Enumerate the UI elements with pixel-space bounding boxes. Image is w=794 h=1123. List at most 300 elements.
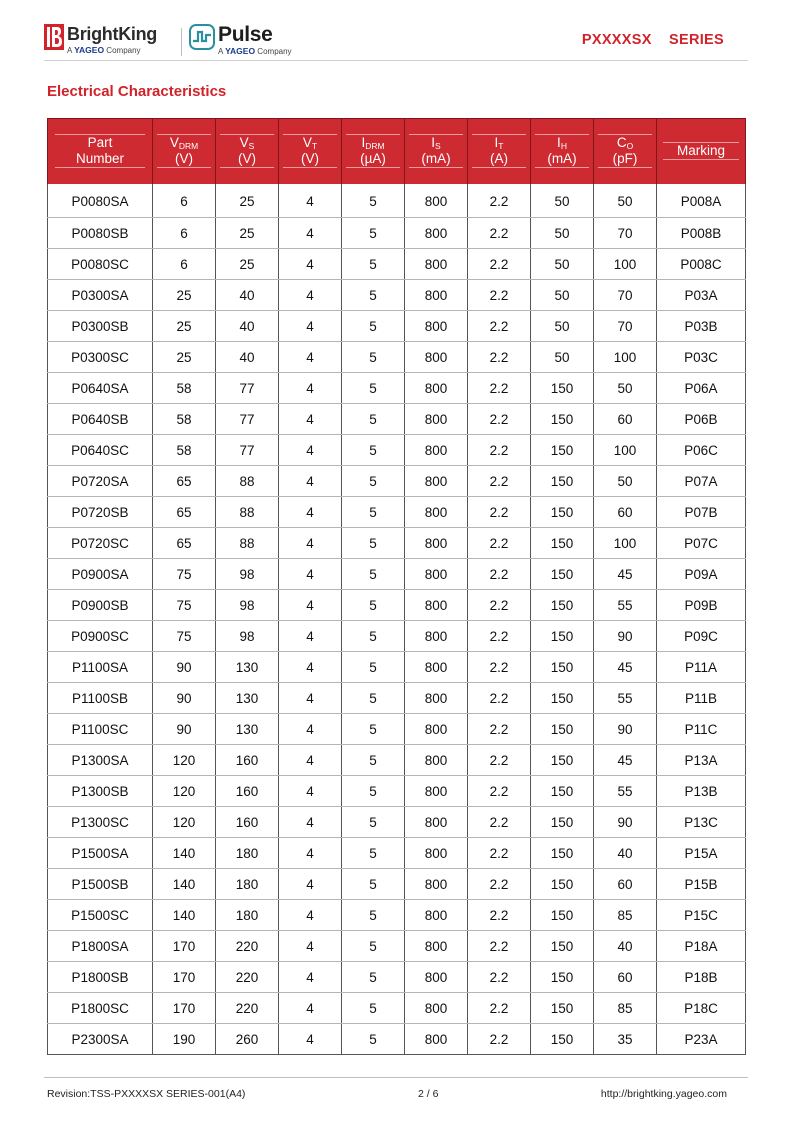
table-cell: 130 bbox=[216, 683, 279, 714]
table-cell: 6 bbox=[153, 218, 216, 249]
table-cell: 50 bbox=[594, 466, 657, 497]
table-cell: 5 bbox=[342, 404, 405, 435]
table-row bbox=[48, 342, 746, 373]
table-cell: 150 bbox=[531, 1024, 594, 1055]
section-title: Electrical Characteristics bbox=[47, 83, 227, 100]
table-cell: 2.2 bbox=[468, 280, 531, 311]
table-cell: 100 bbox=[594, 249, 657, 280]
table-cell: 160 bbox=[216, 776, 279, 807]
pulse-tagline: A YAGEO Company bbox=[218, 46, 292, 56]
table-cell: 800 bbox=[405, 745, 468, 776]
table-cell: 800 bbox=[405, 218, 468, 249]
table-row bbox=[48, 776, 746, 807]
table-cell: 98 bbox=[216, 621, 279, 652]
table-cell: 4 bbox=[279, 714, 342, 745]
table-cell: 4 bbox=[279, 435, 342, 466]
table-cell: 2.2 bbox=[468, 776, 531, 807]
header-divider bbox=[44, 60, 748, 61]
table-cell: 88 bbox=[216, 528, 279, 559]
table-cell: 4 bbox=[279, 184, 342, 218]
table-cell: 170 bbox=[153, 993, 216, 1024]
table-cell: 70 bbox=[594, 311, 657, 342]
table-cell: 2.2 bbox=[468, 807, 531, 838]
table-cell: 120 bbox=[153, 745, 216, 776]
table-cell: 170 bbox=[153, 962, 216, 993]
table-cell: 4 bbox=[279, 1024, 342, 1055]
table-row bbox=[48, 280, 746, 311]
table-cell: 35 bbox=[594, 1024, 657, 1055]
table-cell: 4 bbox=[279, 311, 342, 342]
table-cell: 800 bbox=[405, 807, 468, 838]
table-cell: 40 bbox=[216, 311, 279, 342]
table-cell: 2.2 bbox=[468, 218, 531, 249]
table-cell: 5 bbox=[342, 838, 405, 869]
table-cell: 4 bbox=[279, 962, 342, 993]
table-cell: 150 bbox=[531, 590, 594, 621]
table-cell: 150 bbox=[531, 745, 594, 776]
table-cell: 4 bbox=[279, 218, 342, 249]
table-cell: P09B bbox=[657, 590, 746, 621]
table-cell: 4 bbox=[279, 342, 342, 373]
table-cell: 75 bbox=[153, 559, 216, 590]
table-cell: 140 bbox=[153, 900, 216, 931]
table-cell: 150 bbox=[531, 931, 594, 962]
table-cell: 4 bbox=[279, 745, 342, 776]
column-header: $I_H$ (mA) bbox=[531, 119, 594, 184]
table-cell: 58 bbox=[153, 373, 216, 404]
table-cell: 220 bbox=[216, 931, 279, 962]
table-cell: 45 bbox=[594, 652, 657, 683]
table-cell: P07C bbox=[657, 528, 746, 559]
table-cell: 5 bbox=[342, 184, 405, 218]
table-row bbox=[48, 652, 746, 683]
column-header: Marking bbox=[657, 119, 746, 184]
table-cell: 2.2 bbox=[468, 652, 531, 683]
table-cell: P06C bbox=[657, 435, 746, 466]
table-cell: P09A bbox=[657, 559, 746, 590]
table-cell: 4 bbox=[279, 559, 342, 590]
page-number: 2 / 6 bbox=[418, 1088, 439, 1100]
table-cell: 5 bbox=[342, 652, 405, 683]
table-cell: 800 bbox=[405, 342, 468, 373]
website-link[interactable]: http://brightking.yageo.com bbox=[600, 1088, 727, 1100]
table-cell: 50 bbox=[531, 311, 594, 342]
brightking-logo bbox=[44, 24, 157, 58]
table-cell: 4 bbox=[279, 807, 342, 838]
table-cell: 50 bbox=[594, 184, 657, 218]
table-cell: P008C bbox=[657, 249, 746, 280]
table-cell: P0640SB bbox=[48, 404, 153, 435]
table-cell: 150 bbox=[531, 652, 594, 683]
table-cell: P13C bbox=[657, 807, 746, 838]
series-title: PXXXXSX SERIES bbox=[581, 32, 724, 48]
table-cell: 800 bbox=[405, 652, 468, 683]
table-cell: 800 bbox=[405, 559, 468, 590]
table-cell: 800 bbox=[405, 776, 468, 807]
table-cell: 40 bbox=[594, 838, 657, 869]
table-cell: 120 bbox=[153, 807, 216, 838]
table-cell: 70 bbox=[594, 280, 657, 311]
column-header: $I_S$ (mA) bbox=[405, 119, 468, 184]
table-cell: 6 bbox=[153, 249, 216, 280]
pulse-name: Pulse bbox=[218, 23, 273, 46]
table-cell: 120 bbox=[153, 776, 216, 807]
table-cell: P06A bbox=[657, 373, 746, 404]
table-cell: P07B bbox=[657, 497, 746, 528]
table-cell: 800 bbox=[405, 838, 468, 869]
table-cell: 150 bbox=[531, 528, 594, 559]
table-row bbox=[48, 404, 746, 435]
table-cell: 800 bbox=[405, 280, 468, 311]
table-cell: 50 bbox=[531, 342, 594, 373]
table-cell: 150 bbox=[531, 683, 594, 714]
table-cell: 800 bbox=[405, 435, 468, 466]
table-row bbox=[48, 590, 746, 621]
table-cell: 90 bbox=[594, 621, 657, 652]
table-cell: 800 bbox=[405, 962, 468, 993]
table-cell: 2.2 bbox=[468, 497, 531, 528]
table-cell: 5 bbox=[342, 280, 405, 311]
table-cell: 5 bbox=[342, 466, 405, 497]
table-cell: 25 bbox=[216, 184, 279, 218]
table-cell: P0080SB bbox=[48, 218, 153, 249]
table-cell: 100 bbox=[594, 528, 657, 559]
table-cell: 50 bbox=[531, 249, 594, 280]
table-cell: 90 bbox=[153, 652, 216, 683]
table-cell: 130 bbox=[216, 714, 279, 745]
table-cell: 800 bbox=[405, 931, 468, 962]
table-cell: 800 bbox=[405, 466, 468, 497]
table-cell: 25 bbox=[216, 218, 279, 249]
table-cell: P11C bbox=[657, 714, 746, 745]
table-cell: 160 bbox=[216, 807, 279, 838]
table-cell: 6 bbox=[153, 184, 216, 218]
table-row bbox=[48, 900, 746, 931]
table-cell: P1800SC bbox=[48, 993, 153, 1024]
table-cell: 70 bbox=[594, 218, 657, 249]
table-cell: 800 bbox=[405, 249, 468, 280]
table-cell: 2.2 bbox=[468, 993, 531, 1024]
table-cell: 2.2 bbox=[468, 311, 531, 342]
table-cell: 100 bbox=[594, 342, 657, 373]
table-cell: 5 bbox=[342, 528, 405, 559]
pulse-logo bbox=[189, 24, 292, 57]
table-cell: 85 bbox=[594, 993, 657, 1024]
table-cell: 5 bbox=[342, 683, 405, 714]
table-cell: P15B bbox=[657, 869, 746, 900]
table-row bbox=[48, 497, 746, 528]
table-cell: 4 bbox=[279, 838, 342, 869]
table-cell: 2.2 bbox=[468, 249, 531, 280]
footer-divider bbox=[44, 1077, 748, 1078]
table-cell: 90 bbox=[153, 714, 216, 745]
table-cell: 90 bbox=[594, 807, 657, 838]
table-cell: 150 bbox=[531, 838, 594, 869]
table-cell: P11A bbox=[657, 652, 746, 683]
table-row bbox=[48, 373, 746, 404]
table-cell: 4 bbox=[279, 776, 342, 807]
table-row bbox=[48, 311, 746, 342]
table-cell: P03A bbox=[657, 280, 746, 311]
table-row bbox=[48, 466, 746, 497]
table-cell: 2.2 bbox=[468, 900, 531, 931]
table-cell: 60 bbox=[594, 404, 657, 435]
table-cell: P1100SB bbox=[48, 683, 153, 714]
table-cell: 180 bbox=[216, 838, 279, 869]
table-row bbox=[48, 931, 746, 962]
table-cell: 2.2 bbox=[468, 404, 531, 435]
table-cell: 55 bbox=[594, 590, 657, 621]
table-cell: 4 bbox=[279, 931, 342, 962]
table-cell: 5 bbox=[342, 1024, 405, 1055]
table-cell: P18C bbox=[657, 993, 746, 1024]
table-cell: 5 bbox=[342, 745, 405, 776]
table-cell: 150 bbox=[531, 621, 594, 652]
table-cell: P1300SB bbox=[48, 776, 153, 807]
table-row bbox=[48, 714, 746, 745]
brightking-name: BrightKing bbox=[67, 24, 157, 44]
table-cell: 150 bbox=[531, 714, 594, 745]
table-cell: 4 bbox=[279, 683, 342, 714]
table-cell: 90 bbox=[594, 714, 657, 745]
table-cell: P0300SA bbox=[48, 280, 153, 311]
table-cell: 140 bbox=[153, 869, 216, 900]
table-cell: 5 bbox=[342, 342, 405, 373]
table-cell: 5 bbox=[342, 621, 405, 652]
table-cell: P0900SC bbox=[48, 621, 153, 652]
table-row bbox=[48, 683, 746, 714]
table-cell: 150 bbox=[531, 373, 594, 404]
table-cell: 4 bbox=[279, 280, 342, 311]
table-cell: P0080SC bbox=[48, 249, 153, 280]
table-cell: 800 bbox=[405, 528, 468, 559]
table-cell: 260 bbox=[216, 1024, 279, 1055]
table-cell: P1500SB bbox=[48, 869, 153, 900]
table-row bbox=[48, 184, 746, 218]
table-cell: 5 bbox=[342, 497, 405, 528]
table-cell: 150 bbox=[531, 404, 594, 435]
table-cell: 800 bbox=[405, 311, 468, 342]
table-row bbox=[48, 1024, 746, 1055]
pulse-logo-icon bbox=[189, 24, 215, 50]
table-cell: P1800SA bbox=[48, 931, 153, 962]
table-cell: 4 bbox=[279, 404, 342, 435]
table-cell: 88 bbox=[216, 466, 279, 497]
table-cell: 45 bbox=[594, 745, 657, 776]
table-cell: 5 bbox=[342, 869, 405, 900]
table-row bbox=[48, 869, 746, 900]
table-cell: 4 bbox=[279, 993, 342, 1024]
brightking-tagline: A YAGEO Company bbox=[67, 45, 141, 55]
table-cell: 65 bbox=[153, 466, 216, 497]
table-cell: 800 bbox=[405, 683, 468, 714]
table-cell: 77 bbox=[216, 435, 279, 466]
table-cell: P1100SA bbox=[48, 652, 153, 683]
table-cell: 150 bbox=[531, 435, 594, 466]
table-cell: 55 bbox=[594, 776, 657, 807]
table-cell: 4 bbox=[279, 497, 342, 528]
table-cell: P06B bbox=[657, 404, 746, 435]
table-row bbox=[48, 807, 746, 838]
table-cell: 58 bbox=[153, 435, 216, 466]
table-cell: 25 bbox=[153, 280, 216, 311]
table-cell: 2.2 bbox=[468, 590, 531, 621]
table-cell: 140 bbox=[153, 838, 216, 869]
table-cell: 75 bbox=[153, 590, 216, 621]
table-cell: 2.2 bbox=[468, 342, 531, 373]
table-cell: 2.2 bbox=[468, 869, 531, 900]
table-cell: 100 bbox=[594, 435, 657, 466]
table-cell: P1800SB bbox=[48, 962, 153, 993]
table-cell: 2.2 bbox=[468, 683, 531, 714]
table-row bbox=[48, 528, 746, 559]
table-cell: P1300SC bbox=[48, 807, 153, 838]
table-cell: 150 bbox=[531, 869, 594, 900]
logo-divider bbox=[181, 28, 182, 56]
table-cell: P0720SC bbox=[48, 528, 153, 559]
table-cell: 4 bbox=[279, 652, 342, 683]
table-row bbox=[48, 993, 746, 1024]
table-cell: 150 bbox=[531, 993, 594, 1024]
table-cell: P2300SA bbox=[48, 1024, 153, 1055]
table-cell: 170 bbox=[153, 931, 216, 962]
column-header: $I_T$ (A) bbox=[468, 119, 531, 184]
table-cell: 40 bbox=[594, 931, 657, 962]
table-cell: 98 bbox=[216, 590, 279, 621]
table-cell: 58 bbox=[153, 404, 216, 435]
table-cell: P0720SA bbox=[48, 466, 153, 497]
table-cell: P03B bbox=[657, 311, 746, 342]
table-cell: 800 bbox=[405, 1024, 468, 1055]
table-cell: 55 bbox=[594, 683, 657, 714]
table-cell: 180 bbox=[216, 900, 279, 931]
table-cell: 50 bbox=[531, 280, 594, 311]
table-cell: P23A bbox=[657, 1024, 746, 1055]
table-cell: 5 bbox=[342, 249, 405, 280]
table-cell: 5 bbox=[342, 776, 405, 807]
table-cell: P008B bbox=[657, 218, 746, 249]
table-cell: P1100SC bbox=[48, 714, 153, 745]
table-cell: 5 bbox=[342, 993, 405, 1024]
table-cell: 2.2 bbox=[468, 559, 531, 590]
table-cell: 40 bbox=[216, 342, 279, 373]
table-cell: P18A bbox=[657, 931, 746, 962]
table-cell: 65 bbox=[153, 528, 216, 559]
table-cell: 50 bbox=[594, 373, 657, 404]
table-cell: 25 bbox=[216, 249, 279, 280]
table-cell: 4 bbox=[279, 373, 342, 404]
table-cell: 800 bbox=[405, 993, 468, 1024]
table-row bbox=[48, 838, 746, 869]
table-cell: 800 bbox=[405, 590, 468, 621]
table-cell: P15A bbox=[657, 838, 746, 869]
column-header: $V_T$ (V) bbox=[279, 119, 342, 184]
table-cell: 800 bbox=[405, 869, 468, 900]
column-header: $V_S$ (V) bbox=[216, 119, 279, 184]
table-cell: 4 bbox=[279, 466, 342, 497]
table-cell: P1500SC bbox=[48, 900, 153, 931]
table-cell: 40 bbox=[216, 280, 279, 311]
table-cell: 150 bbox=[531, 776, 594, 807]
table-cell: 75 bbox=[153, 621, 216, 652]
table-cell: 2.2 bbox=[468, 528, 531, 559]
table-cell: 77 bbox=[216, 404, 279, 435]
table-cell: 2.2 bbox=[468, 962, 531, 993]
table-cell: 190 bbox=[153, 1024, 216, 1055]
table-row bbox=[48, 559, 746, 590]
column-header: $V_{DRM}$ (V) bbox=[153, 119, 216, 184]
table-cell: P0300SC bbox=[48, 342, 153, 373]
table-cell: P18B bbox=[657, 962, 746, 993]
table-cell: P0900SB bbox=[48, 590, 153, 621]
table-cell: 65 bbox=[153, 497, 216, 528]
table-cell: P0720SB bbox=[48, 497, 153, 528]
column-header: Part Number bbox=[48, 119, 153, 184]
column-header: $C_O$ (pF) bbox=[594, 119, 657, 184]
table-cell: 4 bbox=[279, 869, 342, 900]
table-cell: P008A bbox=[657, 184, 746, 218]
table-cell: 88 bbox=[216, 497, 279, 528]
table-cell: 2.2 bbox=[468, 1024, 531, 1055]
table-cell: P07A bbox=[657, 466, 746, 497]
table-cell: 5 bbox=[342, 559, 405, 590]
table-cell: 98 bbox=[216, 559, 279, 590]
table-cell: 800 bbox=[405, 373, 468, 404]
table-cell: 2.2 bbox=[468, 373, 531, 404]
table-cell: 800 bbox=[405, 900, 468, 931]
table-cell: 4 bbox=[279, 528, 342, 559]
table-cell: 2.2 bbox=[468, 838, 531, 869]
electrical-characteristics-table bbox=[47, 118, 746, 1055]
table-cell: 130 bbox=[216, 652, 279, 683]
table-cell: 5 bbox=[342, 435, 405, 466]
table-cell: 800 bbox=[405, 497, 468, 528]
table-cell: P13B bbox=[657, 776, 746, 807]
table-cell: 800 bbox=[405, 621, 468, 652]
table-cell: 4 bbox=[279, 900, 342, 931]
table-cell: 50 bbox=[531, 218, 594, 249]
table-cell: 4 bbox=[279, 621, 342, 652]
table-cell: 150 bbox=[531, 807, 594, 838]
table-cell: 90 bbox=[153, 683, 216, 714]
table-cell: 150 bbox=[531, 466, 594, 497]
table-cell: P0080SA bbox=[48, 184, 153, 218]
column-header: $I_{DRM}$ (µA) bbox=[342, 119, 405, 184]
table-cell: 2.2 bbox=[468, 745, 531, 776]
table-cell: 2.2 bbox=[468, 714, 531, 745]
table-cell: 150 bbox=[531, 559, 594, 590]
table-cell: P11B bbox=[657, 683, 746, 714]
table-cell: 60 bbox=[594, 869, 657, 900]
table-cell: 60 bbox=[594, 962, 657, 993]
table-cell: 220 bbox=[216, 993, 279, 1024]
table-cell: 2.2 bbox=[468, 931, 531, 962]
table-row bbox=[48, 962, 746, 993]
table-cell: 150 bbox=[531, 962, 594, 993]
table-cell: 150 bbox=[531, 497, 594, 528]
table-cell: P03C bbox=[657, 342, 746, 373]
table-cell: 5 bbox=[342, 962, 405, 993]
table-cell: 5 bbox=[342, 311, 405, 342]
table-cell: 5 bbox=[342, 218, 405, 249]
table-cell: P1500SA bbox=[48, 838, 153, 869]
table-cell: 5 bbox=[342, 931, 405, 962]
table-cell: 4 bbox=[279, 249, 342, 280]
table-cell: 2.2 bbox=[468, 184, 531, 218]
brightking-logo-icon bbox=[44, 24, 64, 50]
table-row bbox=[48, 621, 746, 652]
table-row bbox=[48, 435, 746, 466]
